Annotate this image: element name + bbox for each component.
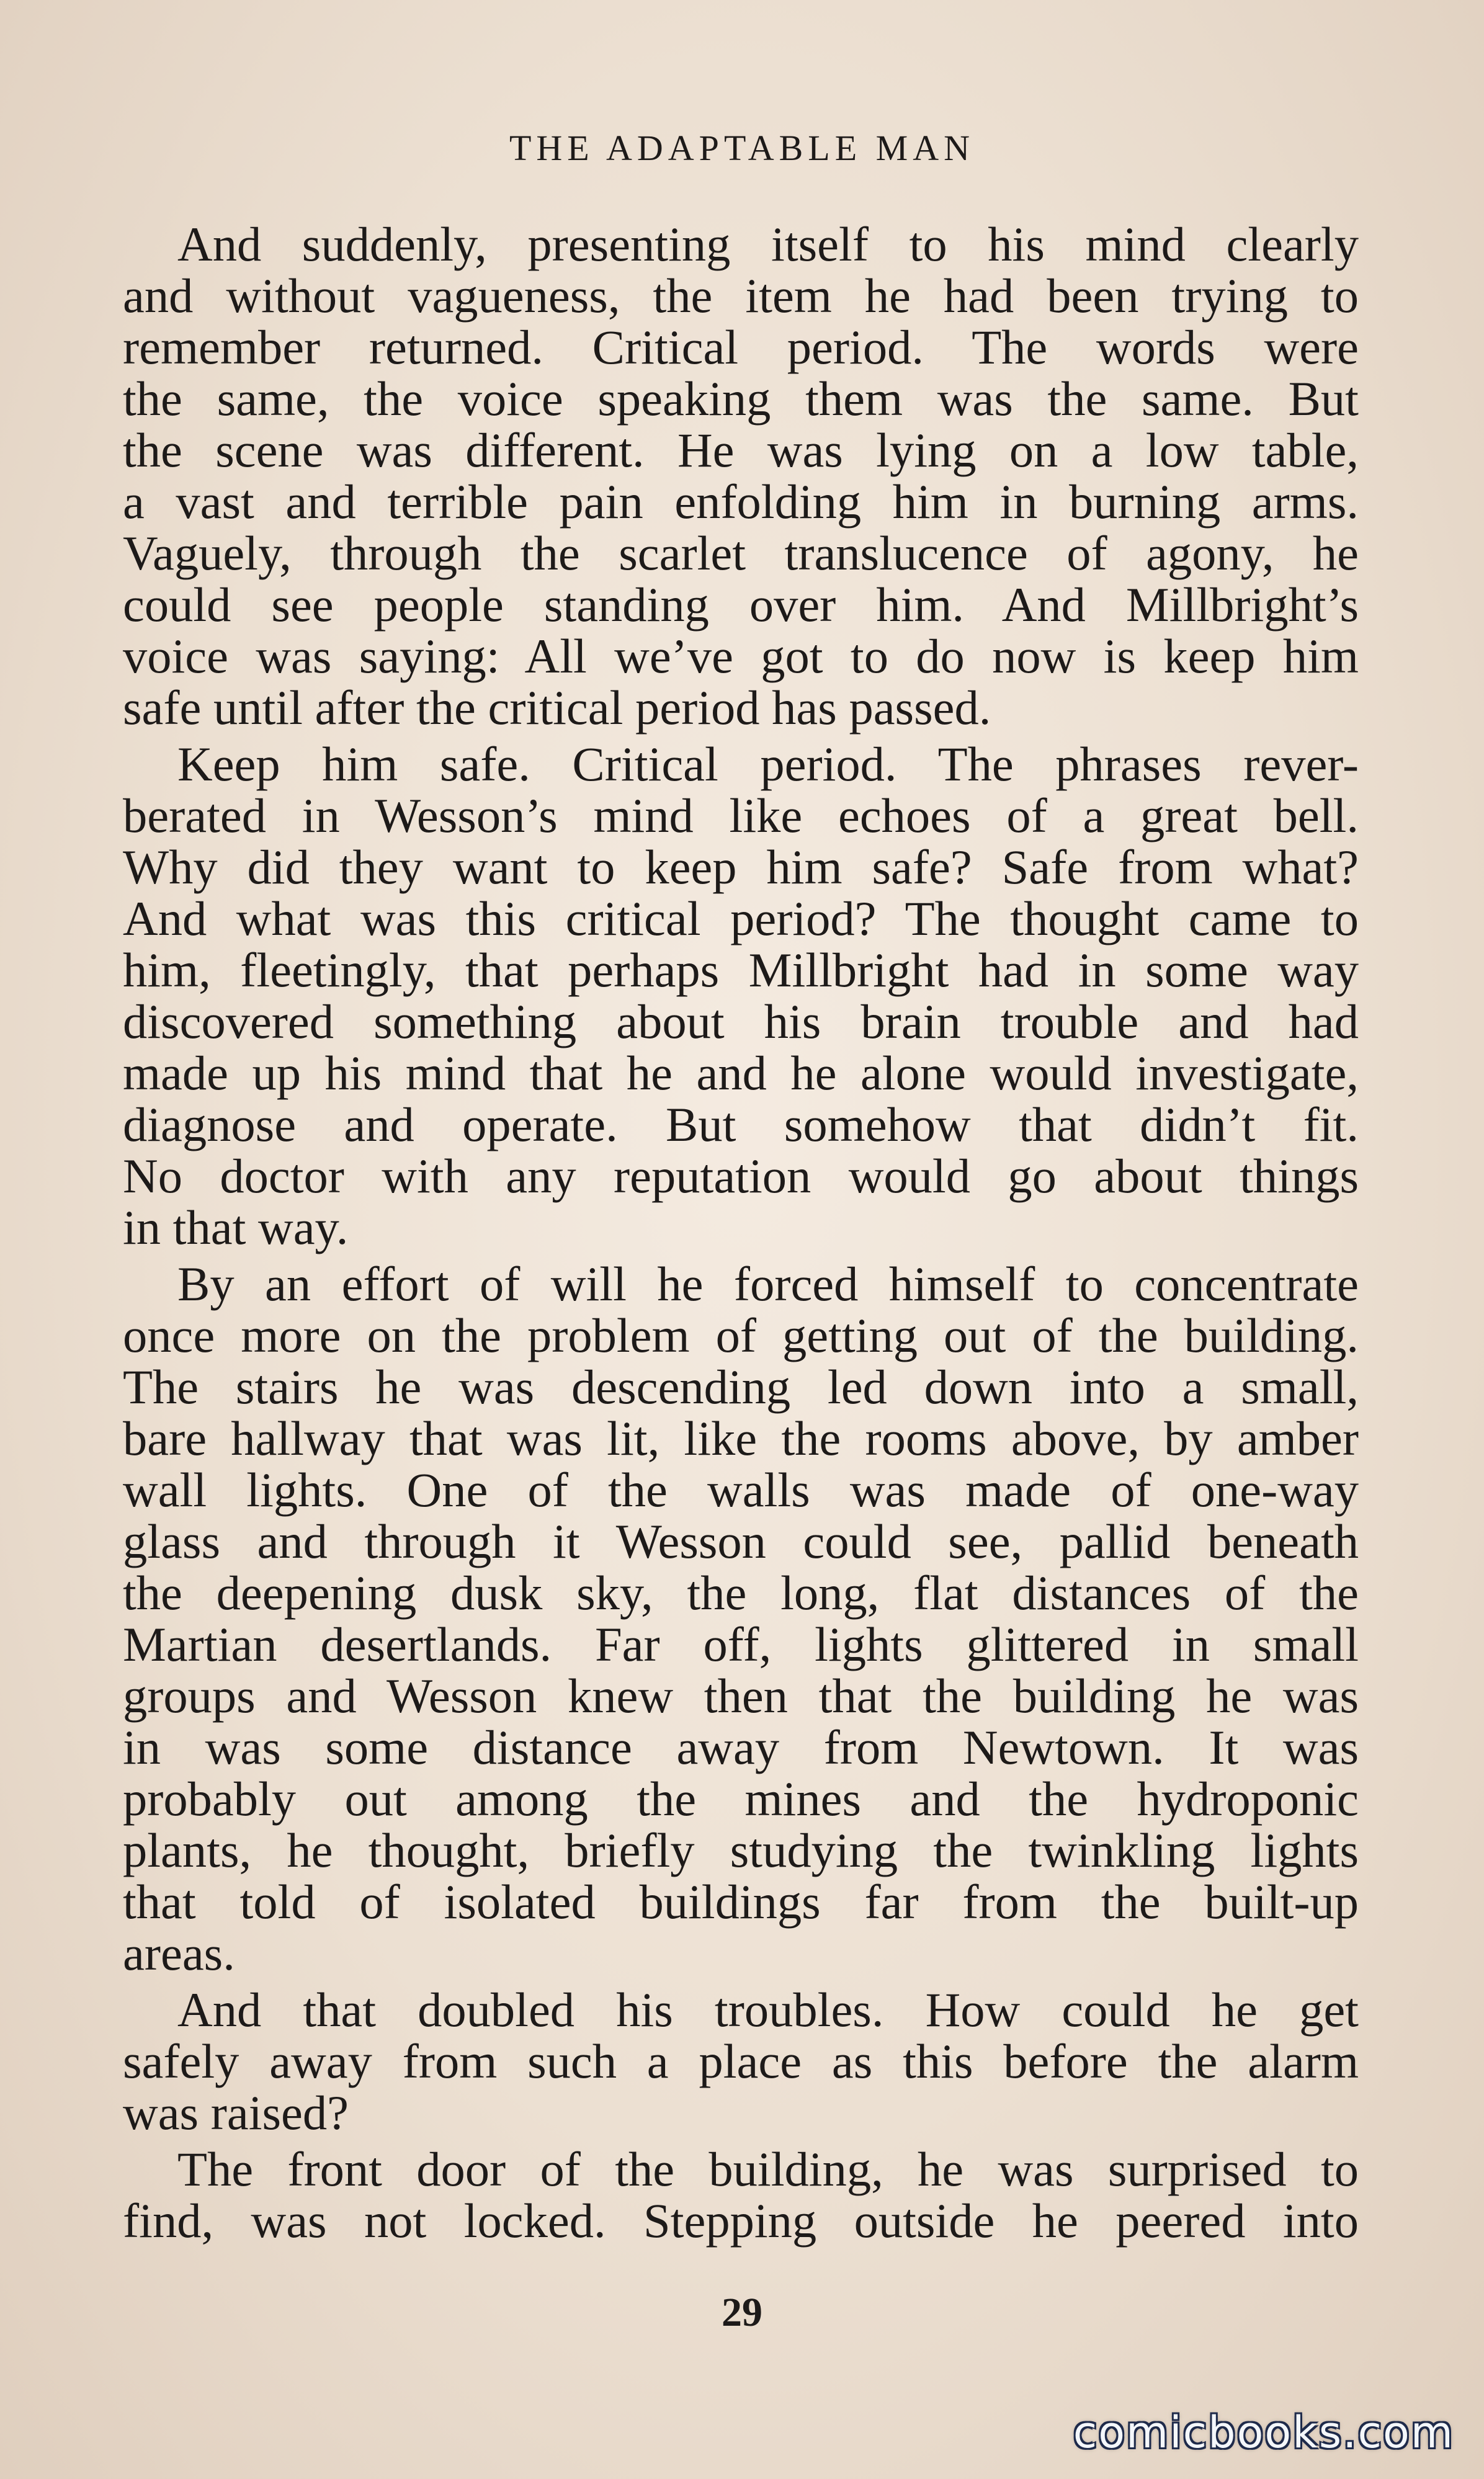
paragraph-1 [123, 218, 1359, 733]
text-line: safely away from such a place as this before the alarm [123, 2034, 1359, 2088]
text-line: areas. [123, 1926, 235, 1980]
text-line: that told of isolated buildings far from the built-up [123, 1875, 1359, 1929]
text-line: voice was saying: All we’ve got to do now is keep him [123, 629, 1359, 683]
text-line: the scene was different. He was lying on a low table, [123, 423, 1359, 477]
text-line: safe until after the critical period has passed. [123, 681, 991, 735]
text-line: plants, he thought, briefly studying the twinkling lights [123, 1823, 1359, 1877]
body-text [123, 218, 1359, 2251]
text-line: once more on the problem of getting out of the building. [123, 1308, 1359, 1362]
text-line: And what was this critical period? The thought came to [123, 891, 1359, 945]
text-line: wall lights. One of the walls was made of one-way [123, 1463, 1359, 1517]
running-head: THE ADAPTABLE MAN [509, 128, 975, 168]
text-line: find, was not locked. Stepping outside he peered into [123, 2194, 1359, 2248]
text-line: in that way. [123, 1200, 349, 1254]
text-line: diagnose and operate. But somehow that didn’t fit. [123, 1097, 1359, 1151]
text-line: By an effort of will he forced himself to concentrate [177, 1257, 1359, 1311]
page-number: 29 [722, 2290, 762, 2335]
text-line: discovered something about his brain trouble and had [123, 994, 1359, 1048]
text-line: And suddenly, presenting itself to his mind clearly [177, 217, 1359, 271]
text-line: remember returned. Critical period. The words were [123, 320, 1359, 374]
paragraph-2 [123, 738, 1359, 1253]
text-line: No doctor with any reputation would go about things [123, 1149, 1359, 1203]
paragraph-5 [123, 2143, 1359, 2246]
text-line: the same, the voice speaking them was the same. But [123, 372, 1359, 426]
text-line: And that doubled his troubles. How could he get [177, 1983, 1359, 2037]
text-line: Keep him safe. Critical period. The phrases rever- [177, 737, 1359, 791]
text-line: Why did they want to keep him safe? Safe from what? [123, 840, 1359, 894]
text-line: probably out among the mines and the hydroponic [123, 1772, 1359, 1826]
watermark-logo: comicbooks.com [1073, 2407, 1454, 2458]
text-line: and without vagueness, the item he had been trying to [123, 269, 1359, 323]
text-line: in was some distance away from Newtown. It was [123, 1720, 1359, 1774]
text-line: berated in Wesson’s mind like echoes of a great bell. [123, 788, 1359, 842]
text-line: bare hallway that was lit, like the rooms above, by amber [123, 1411, 1359, 1465]
text-line: him, fleetingly, that perhaps Millbright had in some way [123, 943, 1359, 997]
text-line: The stairs he was descending led down into a small, [123, 1360, 1359, 1414]
text-line: The front door of the building, he was surprised to [177, 2142, 1359, 2196]
paragraph-3 [123, 1258, 1359, 1979]
text-line: was raised? [123, 2086, 349, 2140]
text-line: Martian desertlands. Far off, lights glittered in small [123, 1617, 1359, 1671]
text-line: the deepening dusk sky, the long, flat distances of the [123, 1566, 1359, 1620]
text-line: made up his mind that he and he alone would investigate, [123, 1046, 1359, 1100]
text-line: could see people standing over him. And Millbright’s [123, 578, 1359, 632]
text-line: groups and Wesson knew then that the building he was [123, 1669, 1359, 1723]
paragraph-4 [123, 1984, 1359, 2138]
text-line: a vast and terrible pain enfolding him in burning arms. [123, 475, 1359, 529]
text-line: glass and through it Wesson could see, pallid beneath [123, 1514, 1359, 1568]
text-line: Vaguely, through the scarlet translucence of agony, he [123, 526, 1359, 580]
